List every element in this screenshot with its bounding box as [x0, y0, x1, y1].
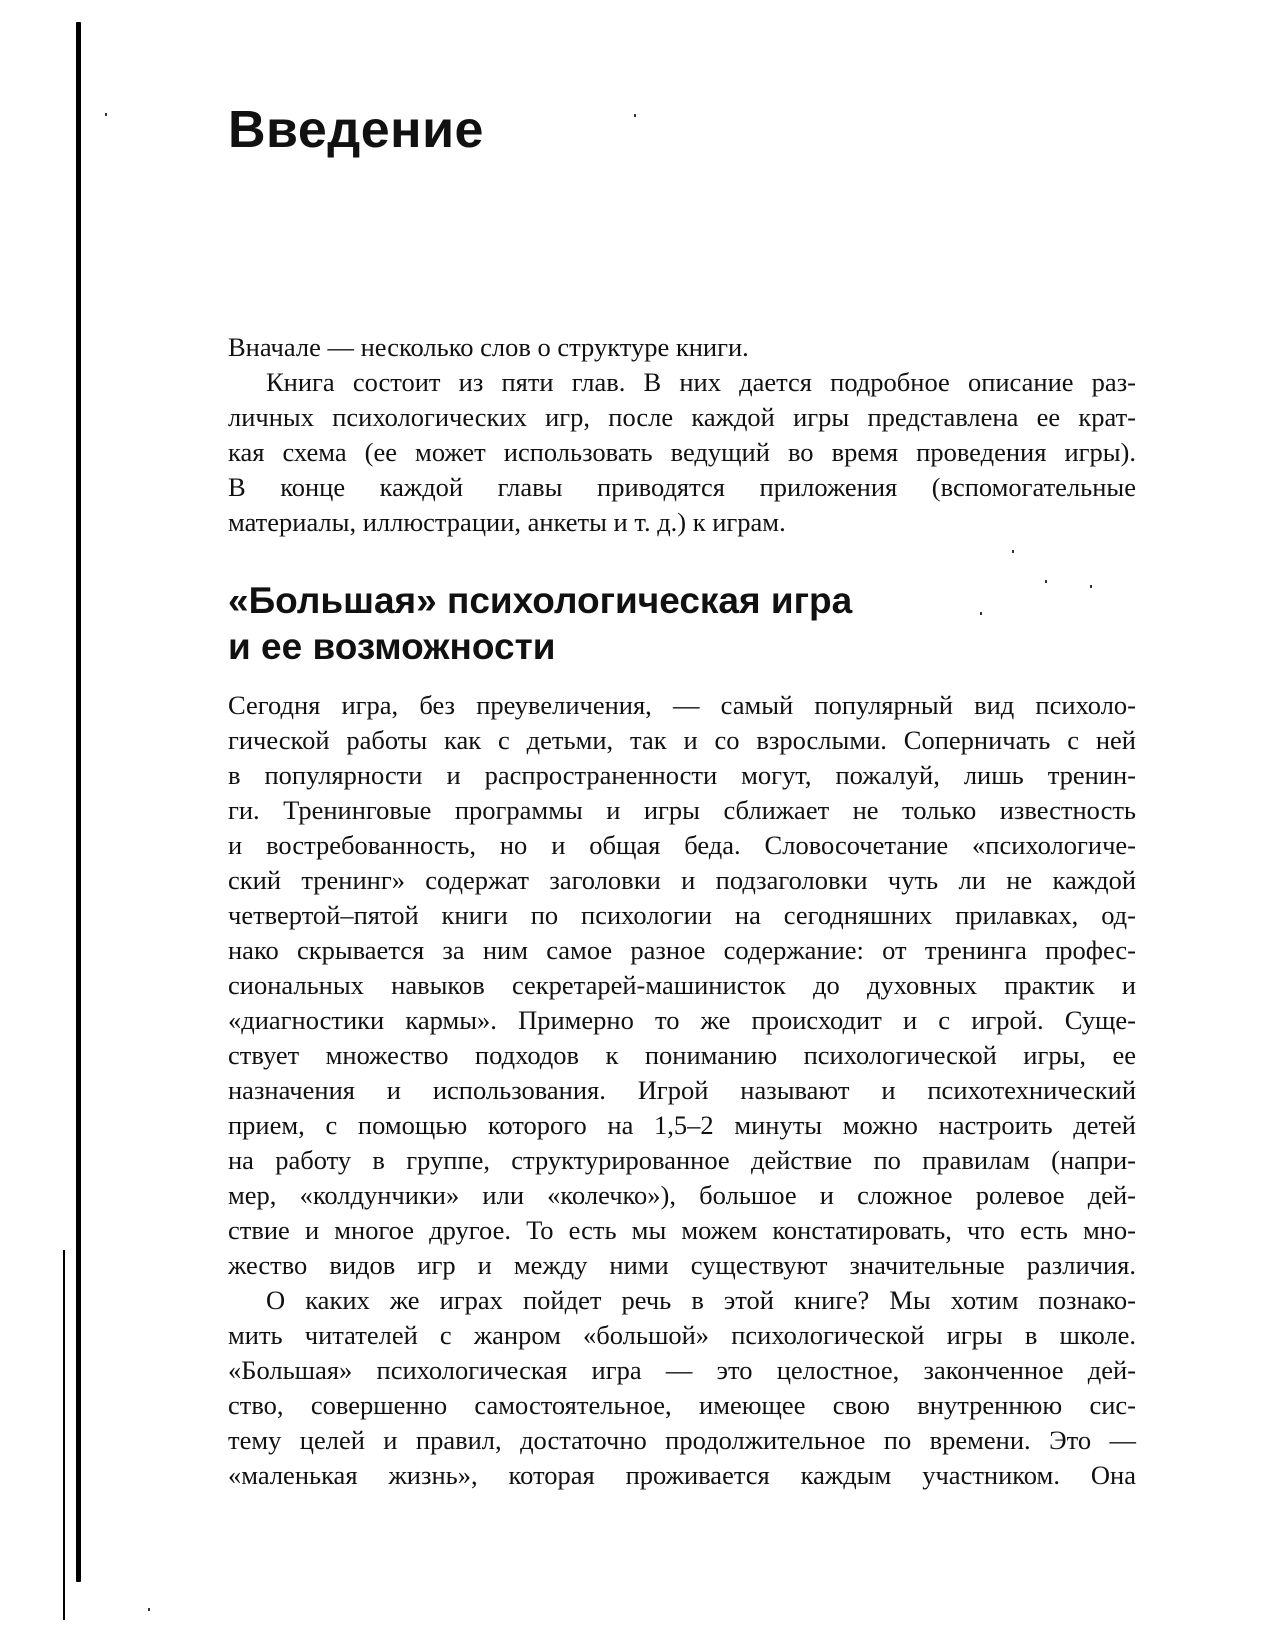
section-paragraph-1 — [228, 688, 1136, 1283]
text-line: тему целей и правил, достаточно продолжительное по времени. Это — — [228, 1425, 1136, 1455]
text-line: сиональных навыков секретарей-машинисток до духовных практик и — [228, 970, 1136, 1000]
section-title — [228, 578, 852, 670]
section-title-line: и ее возможности — [228, 626, 556, 667]
text-line: в популярности и распространенности могут, пожалуй, лишь тренин- — [228, 760, 1136, 790]
scan-speck — [1090, 585, 1092, 588]
scan-speck — [148, 1608, 150, 1611]
scan-speck — [980, 612, 982, 615]
text-line: ство, совершенно самостоятельное, имеющее свою внутреннюю сис- — [228, 1390, 1136, 1420]
scan-speck — [1045, 580, 1047, 583]
text-line: мить читателей с жанром «большой» психологической игры в школе. — [228, 1320, 1136, 1350]
intro-block — [228, 330, 1136, 540]
section-body — [228, 688, 1136, 1493]
section-title-line: «Большая» психологическая игра — [228, 580, 853, 621]
text-line: О каких же играх пойдет речь в этой книге? Мы хотим познако- — [266, 1285, 1136, 1315]
text-line: Сегодня игра, без преувеличения, — самый популярный вид психоло- — [228, 690, 1136, 720]
text-line: личных психологических игр, после каждой игры представлена ее крат- — [228, 402, 1136, 432]
text-line: прием, с помощью которого на 1,5–2 минуты можно настроить детей — [228, 1110, 1136, 1140]
text-line: ствие и многое другое. То есть мы можем констатировать, что есть мно- — [228, 1215, 1136, 1245]
text-line: на работу в группе, структурированное действие по правилам (напри- — [228, 1145, 1136, 1175]
text-line: Книга состоит из пяти глав. В них дается подробное описание раз- — [266, 367, 1136, 397]
text-line: четвертой–пятой книги по психологии на сегодняшних прилавках, од- — [228, 900, 1136, 930]
scan-left-edge-line — [76, 22, 81, 1582]
scan-speck — [1012, 550, 1014, 553]
text-line: Вначале — несколько слов о структуре книги. — [228, 332, 749, 362]
text-line: материалы, иллюстрации, анкеты и т. д.) к играм. — [228, 507, 786, 537]
text-line: гической работы как с детьми, так и со взрослыми. Соперничать с ней — [228, 725, 1136, 755]
intro-paragraph — [228, 365, 1136, 540]
text-line: жество видов игр и между ними существуют значительные различия. — [228, 1250, 1136, 1280]
text-line: ский тренинг» содержат заголовки и подзаголовки чуть ли не каждой — [228, 865, 1136, 895]
intro-lead — [228, 330, 1136, 365]
text-line: кая схема (ее может использовать ведущий во время проведения игры). — [228, 437, 1136, 467]
text-line: «Большая» психологическая игра — это целостное, законченное дей- — [228, 1355, 1136, 1385]
scan-speck — [105, 113, 107, 116]
scan-speck — [634, 114, 636, 117]
scan-left-edge-thin-line — [63, 1250, 65, 1620]
text-line: «маленькая жизнь», которая проживается каждым участником. Она — [228, 1460, 1136, 1490]
text-line: назначения и использования. Игрой называют и психотехнический — [228, 1075, 1136, 1105]
chapter-title: Введение — [228, 101, 484, 159]
section-paragraph-2 — [228, 1283, 1136, 1493]
text-line: мер, «колдунчики» или «колечко»), большое и сложное ролевое дей- — [228, 1180, 1136, 1210]
text-line: ствует множество подходов к пониманию психологической игры, ее — [228, 1040, 1136, 1070]
text-line: В конце каждой главы приводятся приложения (вспомогательные — [228, 472, 1136, 502]
text-line: «диагностики кармы». Примерно то же происходит и с игрой. Суще- — [228, 1005, 1136, 1035]
text-line: нако скрывается за ним самое разное содержание: от тренинга профес- — [228, 935, 1136, 965]
text-line: и востребованность, но и общая беда. Словосочетание «психологиче- — [228, 830, 1136, 860]
text-line: ги. Тренинговые программы и игры сближает не только известность — [228, 795, 1136, 825]
